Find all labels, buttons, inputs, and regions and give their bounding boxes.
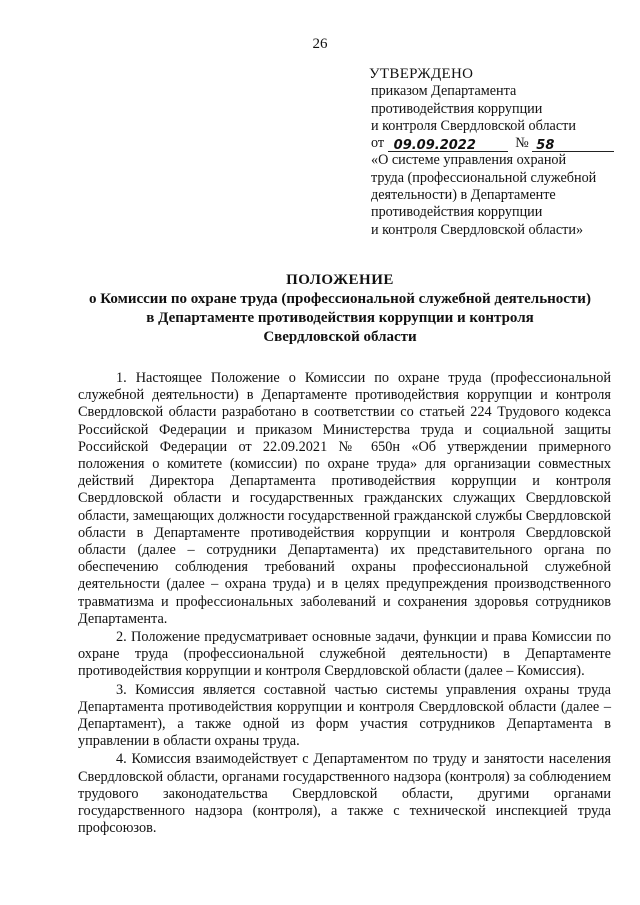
approval-line-2: противодействия коррупции [371,100,543,117]
approval-date-line [369,135,629,152]
order-title-line-2: труда (профессиональной служебной [371,169,597,186]
handwritten-number: 58 [536,138,555,154]
order-title-line-3: деятельности) в Департаменте [371,187,556,204]
date-prefix: от [371,135,385,152]
paragraph-2: 2. Положение предусматривает основные задачи, функции и права Комиссии по охране труда (профессиональной служебной деятельности) в Департаменте противодействия коррупции и контроля Свердловской области (далее – Комиссия). [78,629,611,680]
number-field [532,137,614,152]
title-main: ПОЛОЖЕНИЕ [286,272,394,288]
document-title [60,271,620,347]
title-line-2: в Департаменте противодействия коррупции и контроля [146,310,534,326]
order-title-line-1: «О системе управления охраной [371,152,567,169]
paragraph-4: 4. Комиссия взаимодействует с Департаментом по труду и занятости населения Свердловской области, органами государственного надзора (контроля) за соблюдением трудового законодательства Свердловской области, другими органами государственного надзора (контроля), а также с технической инспекцией труда профсоюзов. [78,751,611,837]
page-number: 26 [312,36,328,52]
paragraph-1: 1. Настоящее Положение о Комиссии по охране труда (профессиональной служебной деятельности) в Департаменте противодействия коррупции и контроля Свердловской области разработано в соответствии со статьей 224 Трудового кодекса Российской Федерации и приказом Министерства труда и социальной защиты Российской Федерации от 22.09.2021 № 650н «Об утверждении примерного положения о комитете (комиссии) по охране труда» для организации совместных действий Директора Департамента противодействия коррупции и контроля Свердловской области и государственных гражданских служащих Свердловской области, замещающих должности государственной гражданской службы Свердловской области в Департаменте противодействия коррупции и контроля Свердловской области (далее – сотрудники Департамента) их представительного органа по обеспечению соблюдения требований охраны профессиональной служебной деятельности (далее – охрана труда) и в целях предупреждения производственного травматизма и профессиональных заболеваний и сохранения здоровья сотрудников Департамента. [78,370,611,627]
title-line-1: о Комиссии по охране труда (профессиональной служебной деятельности) [89,291,591,307]
order-title-line-4: противодействия коррупции [371,204,543,221]
approval-line-1: приказом Департамента [371,83,517,100]
approval-heading: УТВЕРЖДЕНО [369,66,474,82]
number-prefix: № [515,135,529,152]
title-line-3: Свердловской области [263,329,417,345]
date-field [388,137,508,152]
handwritten-date: 09.09.2022 [393,138,476,154]
approval-line-3: и контроля Свердловской области [371,117,576,134]
order-title-line-5: и контроля Свердловской области» [371,221,584,238]
document-body [78,370,611,838]
paragraph-3: 3. Комиссия является составной частью системы управления охраны труда Департамента противодействия коррупции и контроля Свердловской области (далее – Департамент), а также одной из форм участия сотрудников Департамента в управлении в области охраны труда. [78,681,611,750]
approval-block [369,66,629,239]
